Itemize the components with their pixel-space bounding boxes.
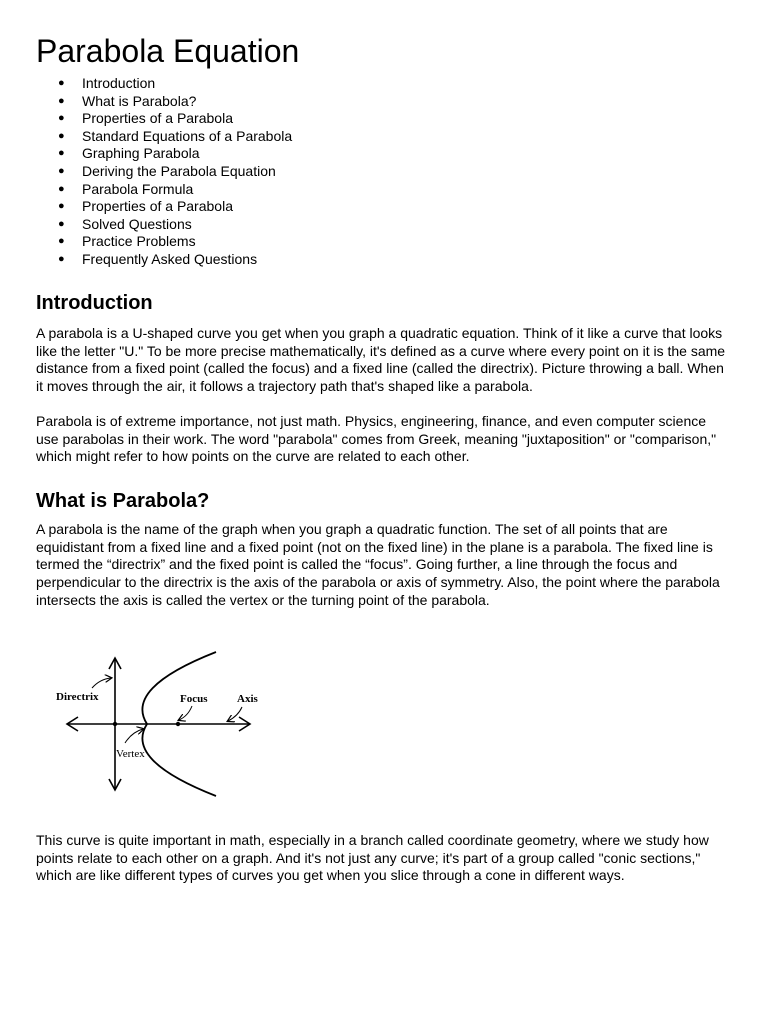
introduction-heading: Introduction — [36, 292, 153, 314]
toc-item: ● Introduction — [36, 75, 292, 93]
toc-item: ● Standard Equations of a Parabola — [36, 128, 292, 146]
axis-label: Axis — [237, 693, 258, 705]
focus-point — [176, 722, 180, 726]
toc-item: ● Frequently Asked Questions — [36, 251, 292, 269]
directrix-pointer-arrow — [92, 678, 111, 688]
focus-label: Focus — [180, 693, 208, 705]
directrix-axis-point — [113, 722, 117, 726]
page-title: Parabola Equation — [36, 33, 300, 69]
what-is-parabola-heading: What is Parabola? — [36, 490, 210, 512]
toc-item: ● Practice Problems — [36, 233, 292, 251]
what-is-parabola-paragraph-2: This curve is quite important in math, especially in a branch called coordinate geometry, where we study how points relate to each other on a graph. And it's not just any curve; it's part of a group called "conic sections," which are like different types of curves you get when you slice through a cone in different ways. — [36, 832, 709, 884]
axis-pointer-arrow — [228, 707, 242, 721]
toc-item: ● Deriving the Parabola Equation — [36, 163, 292, 181]
toc-item: ● What is Parabola? — [36, 93, 292, 111]
directrix-label: Directrix — [56, 691, 99, 703]
toc-item: ● Graphing Parabola — [36, 145, 292, 163]
focus-pointer-arrow — [179, 706, 192, 720]
vertex-pointer-arrow — [125, 729, 143, 743]
vertex-label: Vertex — [116, 748, 145, 760]
toc-item: ● Properties of a Parabola — [36, 198, 292, 216]
what-is-parabola-paragraph-1: A parabola is the name of the graph when you graph a quadratic function. The set of all points that are equidistant from a fixed line and a fixed point (not on the fixed line) in the plane is a parabola. The fixed line is termed the “directrix” and the fixed point is called the “focus”. Going further, a line through the focus and perpendicular to the directrix is the axis of the parabola or axis of symmetry. Also, the point where the parabola intersects the axis is called the vertex or the turning point of the parabola. — [36, 521, 720, 608]
toc-item: ● Properties of a Parabola — [36, 110, 292, 128]
introduction-paragraph-2: Parabola is of extreme importance, not just math. Physics, engineering, finance, and even computer science use parabolas in their work. The word "parabola" comes from Greek, meaning "juxtaposition" or "comparison," which might refer to how points on the curve are related to each other. — [36, 413, 717, 465]
table-of-contents — [36, 75, 292, 269]
toc-item: ● Parabola Formula — [36, 181, 292, 199]
introduction-paragraph-1: A parabola is a U-shaped curve you get when you graph a quadratic equation. Think of it like a curve that looks like the letter "U." To be more precise mathematically, it's defined as a curve where every point on it is the same distance from a fixed point (called the focus) and a fixed line (called the directrix). Picture throwing a ball. When it moves through the air, it follows a trajectory path that's shaped like a parabola. — [36, 325, 726, 395]
toc-item: ● Solved Questions — [36, 216, 292, 234]
parabola-diagram — [52, 648, 272, 804]
